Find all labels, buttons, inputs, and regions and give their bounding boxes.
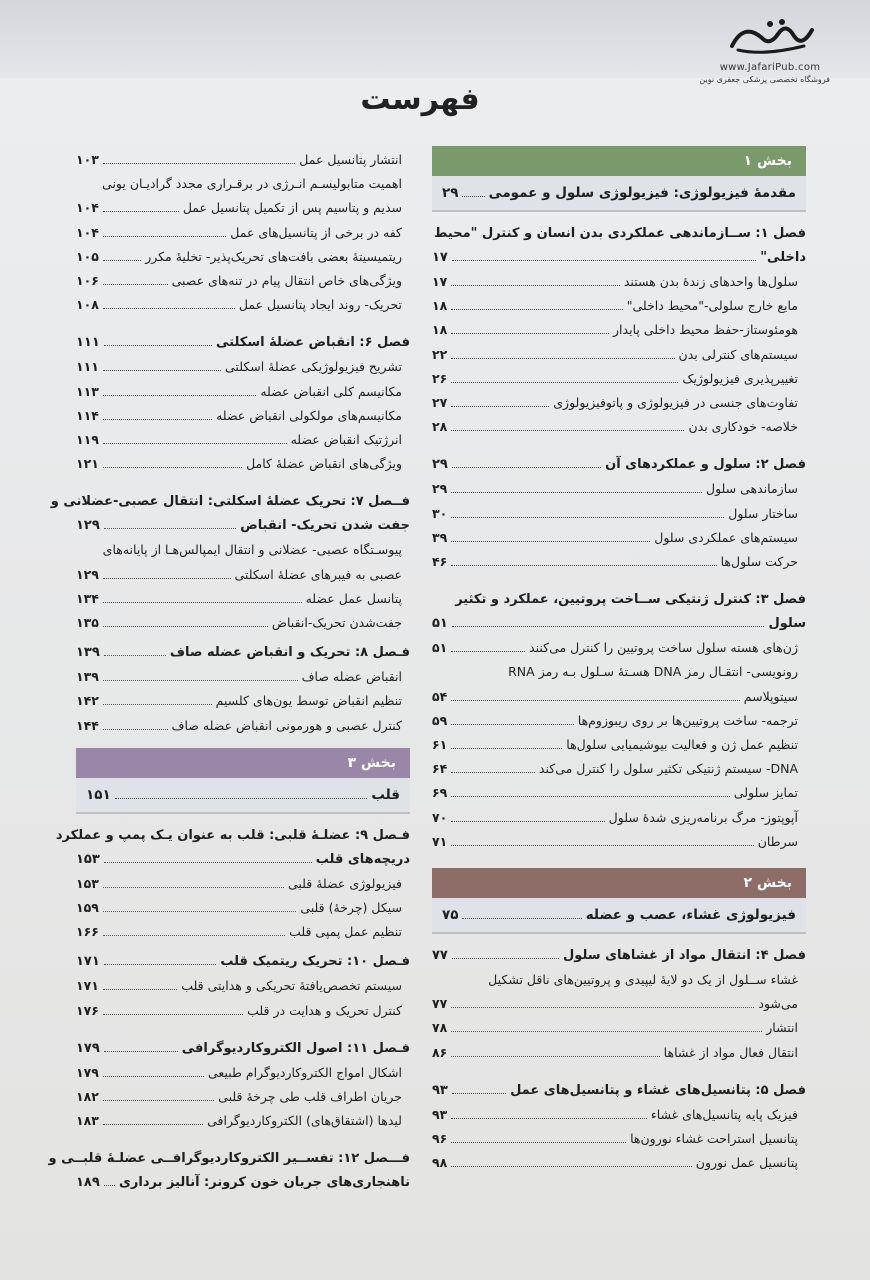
dot-leader xyxy=(103,694,212,705)
toc-entry xyxy=(76,974,410,998)
page-number: ۵۱ xyxy=(432,640,448,656)
chapter-11-entries xyxy=(76,1061,410,1134)
entry-title: سیکل (چرخهٔ) قلبی xyxy=(300,900,402,916)
entry-title: هومئوستاز-حفظ محیط داخلی پایدار xyxy=(613,322,798,338)
chapter-10-entries xyxy=(76,974,410,1022)
entry-title: سرطان xyxy=(757,833,798,849)
toc-entry xyxy=(432,367,806,391)
entry-title: ساختار سلول xyxy=(728,505,798,521)
chapter-title: فصل ۵: پتانسیل‌های غشاء و پتانسیل‌های عمل xyxy=(510,1082,806,1098)
page-number: ۹۳ xyxy=(432,1106,448,1122)
page-number: ۱۷۹ xyxy=(76,1064,99,1080)
chapter-6 xyxy=(76,331,410,355)
dot-leader xyxy=(451,348,674,359)
entry-title: انتقال فعال مواد از غشاها xyxy=(663,1044,798,1060)
page-number: ۱۷۶ xyxy=(76,1002,99,1018)
page-number: ۱۴۴ xyxy=(76,717,99,733)
toc-entry xyxy=(432,550,806,574)
entry-title: پتانسیل استراحت غشاء نورون‌ها xyxy=(630,1131,798,1147)
entry-title: ژن‌های هسته سلول ساخت پروتیین را کنترل می‌کنند xyxy=(529,640,798,656)
page-number: ۱۴۲ xyxy=(76,693,99,709)
entry-title: تنظیم عمل پمپی قلب xyxy=(289,924,402,940)
chapter-8-entries xyxy=(76,665,410,738)
part-title-text: قلب xyxy=(371,786,400,803)
chapter-title-line: جفت شدن تحریک- انقباض xyxy=(240,518,410,534)
page-number: ۱۷۱ xyxy=(76,954,100,970)
dot-leader xyxy=(103,568,231,579)
toc-entry xyxy=(76,269,410,293)
dot-leader xyxy=(103,201,179,212)
entry-title: DNA- سیستم ژنتیکی تکثیر سلول را کنترل می‌کند xyxy=(538,761,798,777)
page-number: ۹۳ xyxy=(432,1082,448,1098)
entry-title: کنترل عصبی و هورمونی انقباض عضله صاف xyxy=(171,717,402,733)
page-number: ۳۹ xyxy=(432,529,448,545)
entry-title: می‌شود xyxy=(758,996,798,1012)
dot-leader xyxy=(103,457,242,468)
part-1-title xyxy=(432,176,806,212)
page-number: ۲۹ xyxy=(432,457,448,473)
dot-leader xyxy=(451,641,525,652)
page-number: ۱۰۵ xyxy=(76,248,99,264)
toc-entry xyxy=(432,343,806,367)
chapter-1-entries xyxy=(432,270,806,439)
toc-entry xyxy=(76,428,410,452)
jafari-logo-icon xyxy=(724,16,816,58)
page-number: ۱۷۱ xyxy=(76,978,99,994)
dot-leader xyxy=(451,420,684,431)
toc-entry xyxy=(76,293,410,317)
toc-entry xyxy=(76,1085,410,1109)
page-number: ۷۱ xyxy=(432,833,448,849)
page-number: ۱۰۴ xyxy=(76,224,99,240)
dot-leader xyxy=(103,616,268,627)
toc-entry xyxy=(432,415,806,439)
toc-entry xyxy=(76,587,410,611)
page-number: ۷۷ xyxy=(432,948,448,964)
dot-leader xyxy=(451,997,754,1008)
chapter-1 xyxy=(432,222,806,270)
page-number: ۶۹ xyxy=(432,785,448,801)
toc-entry xyxy=(432,270,806,294)
entry-title: تشریح فیزیولوژیکی عضلهٔ اسکلتی xyxy=(225,359,402,375)
dot-leader xyxy=(451,555,716,566)
entry-title: انرژتیک انقباض عضله xyxy=(290,432,402,448)
page-number: ۷۸ xyxy=(432,1020,448,1036)
chapter-title-line: فــصل ۷: تحریک عضلهٔ اسکلتی: انتقال عصبی-عضلانی و xyxy=(50,494,410,510)
page-number: ۱۲۹ xyxy=(76,566,99,582)
page-number: ۹۶ xyxy=(432,1131,448,1147)
entry-title: فیزیولوژی عضلهٔ قلبی xyxy=(287,875,402,891)
dot-leader xyxy=(103,433,287,444)
toc-entry xyxy=(432,781,806,805)
dot-leader xyxy=(103,925,285,936)
dot-leader xyxy=(103,226,226,237)
page-number: ۱۰۳ xyxy=(76,152,99,167)
page-number: ۹۸ xyxy=(432,1155,448,1171)
toc-entry xyxy=(76,404,410,428)
dot-leader xyxy=(451,762,535,773)
entry-title: جفت‌شدن تحریک-انقباض xyxy=(271,615,402,631)
page-number: ۳۰ xyxy=(432,505,448,521)
part-3-label: بخش ۳ xyxy=(76,748,410,778)
part-2-title xyxy=(432,898,806,934)
page-number: ۱۳۹ xyxy=(76,669,99,685)
dot-leader xyxy=(103,877,284,888)
chapter-5-cont-entries xyxy=(76,148,410,172)
toc-entry xyxy=(76,1109,410,1133)
page-number: ۷۵ xyxy=(442,907,459,924)
toc-entry xyxy=(432,526,806,550)
toc-entry xyxy=(432,757,806,781)
dot-leader xyxy=(103,1114,203,1125)
page-number: ۱۸۲ xyxy=(76,1089,99,1105)
chapter-title: فصل ۶: انقباض عضلهٔ اسکلتی xyxy=(216,335,410,351)
dot-leader xyxy=(103,719,168,730)
dot-leader xyxy=(103,979,177,990)
chapter-6-entries xyxy=(76,355,410,476)
entry-title: انقباض عضله صاف xyxy=(301,669,402,685)
part-1-label: بخش ۱ xyxy=(432,146,806,176)
entry-title: سیستم‌های عملکردی سلول xyxy=(654,529,798,545)
entry-title: تمایز سلولی xyxy=(733,785,798,801)
dot-leader xyxy=(451,299,623,310)
page-number: ۲۷ xyxy=(432,395,448,411)
entry-line: اهمیت متابولیسـم انـرژی در برقـراری مجدد گرادیـان یونی xyxy=(102,176,402,192)
page-number: ۱۵۹ xyxy=(76,900,99,916)
chapter-title-line: سلول xyxy=(768,616,806,632)
page-number: ۱۳۴ xyxy=(76,590,99,606)
entry-title: اشکال امواج الکتروکاردیوگرام طبیعی xyxy=(207,1064,402,1080)
page-number: ۵۹ xyxy=(432,712,448,728)
toc-entry xyxy=(432,1127,806,1151)
entry-title: آپوپتوز- مرگ برنامه‌ریزی شدهٔ سلول xyxy=(608,809,798,825)
page-number: ۱۵۱ xyxy=(86,786,111,803)
chapter-title: فـصل ۱۰: تحریک ریتمیک قلب xyxy=(220,954,410,970)
entry-title: کفه در برخی از پتانسیل‌های عمل xyxy=(230,224,402,240)
toc-entry xyxy=(76,148,410,172)
dot-leader xyxy=(451,531,650,542)
dot-leader xyxy=(451,1156,692,1167)
dot-leader xyxy=(103,592,302,603)
part-2-label: بخش ۲ xyxy=(432,868,806,898)
entry-title: انتشار پتانسیل عمل xyxy=(299,152,402,167)
page-number: ۱۲۱ xyxy=(76,456,99,472)
dot-leader xyxy=(103,153,295,164)
dot-leader xyxy=(103,1004,243,1015)
dot-leader xyxy=(103,298,235,309)
toc-entry xyxy=(76,665,410,689)
page-number: ۲۸ xyxy=(432,419,448,435)
dot-leader xyxy=(103,670,298,681)
page-number: ۷۷ xyxy=(432,996,448,1012)
entry-title: لیدها (اشتقاق‌های) الکتروکاردیوگرافی xyxy=(207,1113,402,1129)
page-number: ۱۳۹ xyxy=(76,645,100,661)
dot-leader xyxy=(451,1132,626,1143)
part-3-title xyxy=(76,778,410,814)
entry-title: ویژگی‌های خاص انتقال پیام در تنه‌های عصبی xyxy=(171,273,402,289)
dot-leader xyxy=(451,1021,762,1032)
publisher-tagline: فروشگاه تخصصی پزشکی جعفری نوین xyxy=(699,75,830,84)
toc-entry xyxy=(76,1061,410,1085)
chapter-title-line: فصل ۳: کنترل ژنتیکی ســاخت پروتیین، عملکرد و تکثیر xyxy=(455,592,806,608)
toc-entry xyxy=(76,563,410,587)
dot-leader xyxy=(451,1108,647,1119)
page-number: ۶۱ xyxy=(432,737,448,753)
entry-title: سیتوپلاسم xyxy=(743,688,798,704)
entry-title: ترجمه- ساخت پروتیین‌ها بر روی ریبوزوم‌ها xyxy=(577,712,798,728)
page-number: ۱۸۹ xyxy=(76,1175,100,1191)
page-number: ۵۴ xyxy=(432,688,448,704)
entry-title: ویژگی‌های انقباض عضلهٔ کامل xyxy=(246,456,402,472)
entry-title: تفاوت‌های جنسی در فیزیولوژی و پاتوفیزیولوژی xyxy=(553,395,798,411)
dot-leader xyxy=(103,409,212,420)
toc-entry xyxy=(432,636,806,660)
dot-leader xyxy=(451,323,609,334)
page-number: ۱۵۳ xyxy=(76,875,99,891)
entry-title: سیستم‌های کنترلی بدن xyxy=(678,346,798,362)
chapter-5 xyxy=(432,1079,806,1103)
dot-leader xyxy=(451,275,620,286)
chapter-4 xyxy=(432,944,806,968)
dot-leader xyxy=(451,690,740,701)
entry-title: سیستم تخصص‌یافتهٔ تحریکی و هدایتی قلب xyxy=(181,978,402,994)
chapter-5-entries xyxy=(432,1103,806,1176)
chapter-title-line: ناهنجاری‌های جریان خون کرونر: آنالیز برداری xyxy=(119,1175,410,1191)
dot-leader xyxy=(451,1046,659,1057)
page-number: ۱۲۹ xyxy=(76,518,100,534)
toc-entry xyxy=(432,391,806,415)
chapter-title: فـصل ۸: تحریک و انقباض عضله صاف xyxy=(169,645,410,661)
chapter-title-line: فـــصل ۱۲: تفســیر الکتروکاردیوگرافــی عضلـهٔ قلبــی و xyxy=(48,1151,410,1167)
entry-title: تنظیم انقباض توسط یون‌های کلسیم xyxy=(215,693,402,709)
page-number: ۱۷ xyxy=(432,250,448,265)
dot-leader xyxy=(103,901,296,912)
part-title-text: مقدمهٔ فیزیولوژی: فیزیولوژی سلول و عمومی xyxy=(488,185,796,201)
chapter-8 xyxy=(76,641,410,665)
dot-leader xyxy=(103,385,256,396)
entry-title: پتانسل عمل عضله xyxy=(305,590,402,606)
toc-entry xyxy=(76,355,410,379)
dot-leader xyxy=(103,1090,214,1101)
entry-line: پیوسـتگاه عصبی- عضلانی و انتقال ایمپالس‌هـا از پایانه‌های xyxy=(102,542,402,558)
toc-entry xyxy=(76,872,410,896)
toc-entry xyxy=(432,830,806,854)
toc-entry xyxy=(432,660,806,684)
dot-leader xyxy=(103,360,221,371)
dot-leader xyxy=(103,1066,204,1077)
page-number: ۲۶ xyxy=(432,370,448,386)
page-number: ۲۹ xyxy=(432,481,448,497)
chapter-title-line: فـصل ۹: عضلـهٔ قلبی: قلب به عنوان یـک پمپ و عملکرد xyxy=(55,827,410,843)
entry-title: تحریک- روند ایجاد پتانسیل عمل xyxy=(238,297,402,313)
toc-entry xyxy=(76,245,410,269)
toc-entry xyxy=(432,1103,806,1127)
dot-leader xyxy=(103,274,168,285)
dot-leader xyxy=(451,714,574,725)
toc-entry xyxy=(76,452,410,476)
page-number: ۱۱۳ xyxy=(76,383,99,399)
toc-entry xyxy=(432,294,806,318)
chapter-2 xyxy=(432,453,806,477)
dot-leader xyxy=(451,396,549,407)
page-number: ۸۶ xyxy=(432,1044,448,1060)
chapter-5-cont-entries-2 xyxy=(76,196,410,317)
page-number: ۵۱ xyxy=(432,616,448,632)
toc-entry xyxy=(76,920,410,944)
page-number: ۱۵۳ xyxy=(76,851,100,867)
toc-entry xyxy=(76,689,410,713)
entry-title: انتشار xyxy=(766,1020,798,1036)
dot-leader xyxy=(451,372,678,383)
chapter-title: فصل ۲: سلول و عملکردهای آن xyxy=(605,457,806,473)
entry-title: رونویسی- انتقـال رمز DNA هسـتهٔ سـلول بـه رمز RNA xyxy=(508,664,798,680)
entry-title: سدیم و پتاسیم پس از تکمیل پتانسیل عمل xyxy=(182,200,402,216)
page-number: ۶۴ xyxy=(432,761,448,777)
dot-leader xyxy=(451,811,604,822)
toc-entry xyxy=(76,196,410,220)
page-number: ۱۱۹ xyxy=(76,432,99,448)
chapter-7-entries xyxy=(76,563,410,636)
page-number: ۱۰۶ xyxy=(76,273,99,289)
entry-title: جریان اطراف قلب طی چرخهٔ قلبی xyxy=(218,1089,402,1105)
toc-entry xyxy=(76,896,410,920)
page-number: ۱۱۱ xyxy=(76,359,99,375)
chapter-title-line: داخلی" xyxy=(760,250,806,265)
entry-title: ریتمیسیتهٔ بعضی بافت‌های تحریک‌پذیر- تخلیهٔ مکرر xyxy=(145,248,402,264)
chapter-12 xyxy=(48,1147,410,1195)
entry-title: مایع خارج سلولی-"محیط داخلی" xyxy=(626,298,798,314)
entry-title: مکانیسم‌های مولکولی انقباض عضله xyxy=(216,407,402,423)
entry-title: سلول‌ها واحدهای زندهٔ بدن هستند xyxy=(623,274,798,289)
chapter-9 xyxy=(55,824,410,872)
dot-leader xyxy=(103,250,141,261)
entry-title: خلاصه- خودکاری بدن xyxy=(688,419,798,435)
dot-leader xyxy=(451,786,730,797)
entry-title: فیزیک پایه پتانسیل‌های غشاء xyxy=(650,1106,798,1122)
part-title-text: فیزیولوژی غشاء، عصب و عضله xyxy=(585,907,796,924)
toc-entry xyxy=(76,714,410,738)
entry-title: تغییرپذیری فیزیولوژیک xyxy=(682,370,798,386)
entry-title: تنظیم عمل ژن و فعالیت بیوشیمیایی سلول‌ها xyxy=(566,737,798,753)
toc-entry xyxy=(432,685,806,709)
entry-title: مکانیسم کلی انقباض عضله xyxy=(260,383,402,399)
chapter-4-entries xyxy=(432,992,806,1065)
toc-entry xyxy=(432,1041,806,1065)
page-number: ۱۳۵ xyxy=(76,615,99,631)
chapter-title-line: دریچه‌های قلب xyxy=(315,851,410,867)
toc-entry xyxy=(432,1016,806,1040)
right-column xyxy=(432,140,806,1175)
toc-entry xyxy=(432,733,806,757)
page-number: ۲۲ xyxy=(432,346,448,362)
dot-leader xyxy=(451,835,753,846)
page-number: ۱۸ xyxy=(432,322,448,338)
page-number: ۷۰ xyxy=(432,809,448,825)
dot-leader xyxy=(451,482,702,493)
page-number: ۱۸ xyxy=(432,298,448,314)
chapter-2-entries xyxy=(432,477,806,574)
entry-title: کنترل تحریک و هدایت در قلب xyxy=(247,1002,402,1018)
page-number: ۱۷ xyxy=(432,274,448,289)
toc-entry xyxy=(432,806,806,830)
entry-title: سازماندهی سلول xyxy=(706,481,798,497)
toc-entry xyxy=(432,502,806,526)
toc-entry xyxy=(432,992,806,1016)
dot-leader xyxy=(451,738,562,749)
page-number: ۱۱۴ xyxy=(76,407,99,423)
toc-entry xyxy=(76,611,410,635)
toc-entry xyxy=(432,1151,806,1175)
toc-entry xyxy=(432,709,806,733)
chapter-7 xyxy=(50,490,410,538)
toc-entry xyxy=(76,999,410,1023)
entry-title: پتانسیل عمل نورون xyxy=(695,1155,798,1171)
page-number: ۱۱۱ xyxy=(76,335,100,351)
page-number: ۱۰۴ xyxy=(76,200,99,216)
page-number: ۲۹ xyxy=(442,185,459,201)
toc-entry xyxy=(76,380,410,404)
page-number: ۴۶ xyxy=(432,554,448,570)
chapter-3 xyxy=(432,588,806,636)
chapter-title: فـصل ۱۱: اصول الکتروکاردیوگرافی xyxy=(181,1040,410,1056)
page-number: ۱۶۶ xyxy=(76,924,99,940)
chapter-title: فصل ۴: انتقال مواد از غشاهای سلول xyxy=(563,948,806,964)
publisher-url: www.JafariPub.com xyxy=(719,62,821,73)
publisher-logo xyxy=(699,16,830,96)
toc-entry xyxy=(76,221,410,245)
toc-entry xyxy=(432,477,806,501)
chapter-9-entries xyxy=(76,872,410,945)
page-number: ۱۸۳ xyxy=(76,1113,99,1129)
page-number: ۱۷۹ xyxy=(76,1040,100,1056)
chapter-3-entries xyxy=(432,636,806,854)
toc-entry xyxy=(432,318,806,342)
page-number: ۱۰۸ xyxy=(76,297,99,313)
chapter-title-line: فصل ۱: ســازماندهی عملکردی بدن انسان و کنترل "محیط xyxy=(434,226,806,241)
chapter-11 xyxy=(76,1037,410,1061)
entry-line: غشاء ســلول از یک دو لایهٔ لیپیدی و پروتیین‌های ناقل تشکیل xyxy=(488,972,798,988)
entry-title: حرکت سلول‌ها xyxy=(720,554,798,570)
entry-title: عصبی به فیبرهای عضلهٔ اسکلتی xyxy=(234,566,402,582)
left-column xyxy=(48,148,410,1195)
chapter-10 xyxy=(76,950,410,974)
page-title: فهرست xyxy=(360,82,480,117)
dot-leader xyxy=(451,507,724,518)
